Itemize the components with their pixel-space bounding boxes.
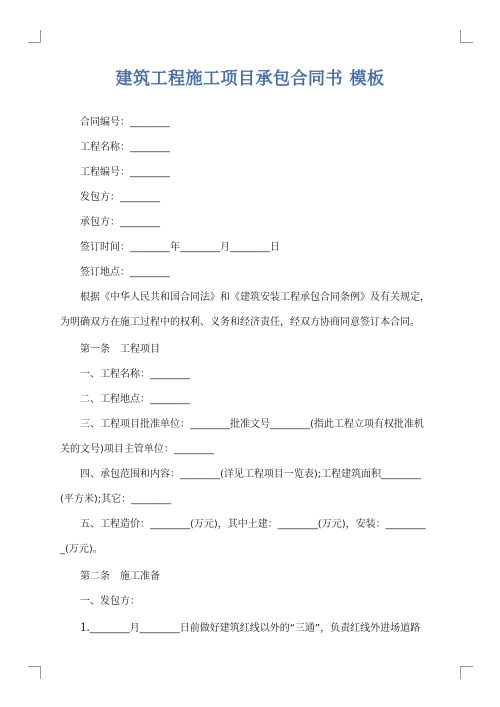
- contractor-line: 承包方：________: [80, 217, 160, 228]
- article-1-item-4-line-1: 四、承包范围和内容：________(详见工程项目一览表);工程建筑面积________: [80, 469, 422, 480]
- document-title: 建筑工程施工项目承包合同书 模板: [115, 69, 385, 89]
- project-number-line: 工程编号：________: [80, 167, 170, 178]
- article-2-heading: 第二条 施工准备: [80, 571, 160, 582]
- article-2-item-1-sub-1: [80, 620, 420, 636]
- employer-line: 发包方：________: [80, 192, 160, 203]
- crop-mark-bottom-left: [28, 666, 41, 679]
- signing-place-line: 签订地点：________: [80, 267, 170, 278]
- article-1-item-3-line-2: 关的文号)项目主管单位：________: [60, 444, 214, 455]
- signing-date-line: 签订时间：________年________月________日: [80, 242, 280, 253]
- list-text: ________月________日前做好建筑红线以外的“三通”，负责红线外进场道路: [89, 623, 421, 634]
- article-1-item-5-line-1: 五、工程造价：________(万元)，其中土建：________(万元)，安装：________: [80, 519, 426, 530]
- crop-mark-top-left: [28, 30, 41, 43]
- article-1-item-4-line-2: (平方米);其它：________: [60, 494, 172, 505]
- article-1-item-2: 二、工程地点：________: [80, 394, 190, 405]
- list-number: 1.: [80, 619, 90, 634]
- article-1-item-3-line-1: 三、工程项目批准单位：________批准文号________(指此工程立项有权批准机: [80, 419, 424, 430]
- project-name-line: 工程名称：________: [80, 142, 170, 153]
- crop-mark-bottom-right: [460, 666, 473, 679]
- article-1-item-1: 一、工程名称：________: [80, 369, 190, 380]
- intro-paragraph-line-2: 为明确双方在施工过程中的权利、义务和经济责任，经双方协商同意签订本合同。: [60, 317, 420, 328]
- article-1-heading: 第一条 工程项目: [80, 344, 160, 355]
- article-1-item-5-line-2: _(万元)。: [60, 544, 103, 555]
- contract-number-line: 合同编号：________: [80, 117, 170, 128]
- intro-paragraph-line-1: 根据《中华人民共和国合同法》和《建筑安装工程承包合同条例》及有关规定，: [80, 292, 430, 303]
- article-2-item-1: 一、发包方：: [80, 596, 140, 607]
- crop-mark-top-right: [460, 30, 473, 43]
